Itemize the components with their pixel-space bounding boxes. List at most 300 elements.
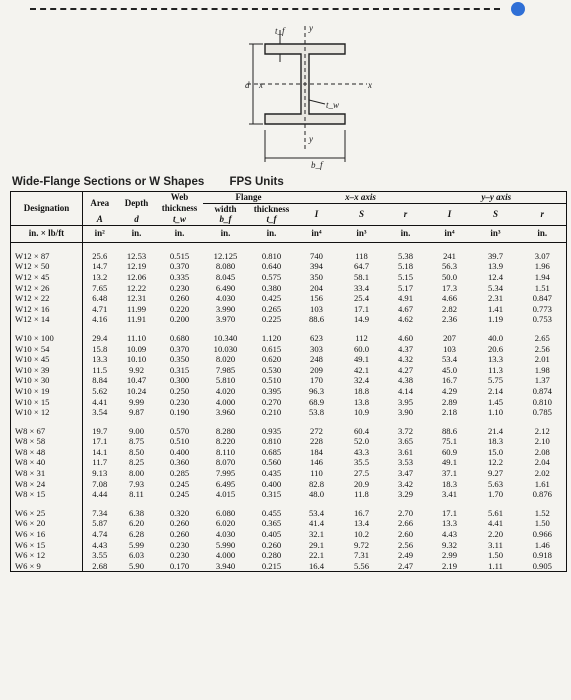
yy-I-header: I: [447, 208, 452, 219]
value-cell: 48.0: [308, 489, 325, 500]
value-cell: 0.435: [261, 468, 282, 479]
value-cell: 4.27: [397, 364, 414, 375]
value-cell: 3.61: [397, 446, 414, 457]
table-row: [11, 272, 567, 283]
table-row: [11, 261, 567, 272]
value-cell: 228: [310, 436, 323, 447]
value-cell: 0.350: [169, 354, 190, 365]
value-cell: 0.260: [169, 293, 190, 304]
value-cell: 2.56: [397, 539, 414, 550]
top-dashed-rule: [30, 8, 500, 10]
value-cell: 2.65: [534, 332, 550, 343]
area-symbol: A: [96, 214, 103, 225]
value-cell: 740: [310, 250, 323, 261]
section-properties-table: [10, 191, 567, 572]
value-cell: 16.7: [353, 507, 370, 518]
value-cell: 35.5: [353, 457, 370, 468]
value-cell: 5.15: [397, 271, 414, 282]
table-row: [11, 365, 567, 376]
web-header: Web: [170, 192, 189, 203]
value-cell: 0.425: [261, 293, 282, 304]
value-cell: 2.14: [487, 385, 504, 396]
unit-flange-width: in.: [203, 225, 249, 242]
value-cell: 12.125: [213, 250, 238, 261]
table-body: [11, 242, 567, 572]
value-cell: 3.970: [215, 314, 236, 325]
designation-cell: W8 × 58: [11, 436, 83, 447]
value-cell: 11.5: [92, 364, 108, 375]
value-cell: 25.4: [353, 293, 370, 304]
value-cell: 5.87: [92, 518, 108, 529]
value-cell: 88.6: [308, 314, 325, 325]
value-cell: 0.315: [261, 489, 282, 500]
flange-thickness-header: thickness: [253, 203, 290, 214]
unit-depth: in.: [117, 225, 157, 242]
value-cell: 4.38: [397, 375, 414, 386]
value-cell: 12.22: [126, 282, 147, 293]
value-cell: 0.315: [169, 364, 190, 375]
value-cell: 29.4: [92, 332, 108, 343]
value-cell: 12.4: [487, 271, 504, 282]
value-cell: 394: [310, 261, 323, 272]
unit-yy-S: in³: [473, 225, 519, 242]
value-cell: 623: [310, 332, 323, 343]
value-cell: 8.84: [92, 375, 108, 386]
value-cell: 4.015: [215, 489, 236, 500]
value-cell: 0.370: [169, 261, 190, 272]
value-cell: 18.8: [353, 385, 370, 396]
designation-cell: W12 × 26: [11, 283, 83, 294]
value-cell: 4.16: [92, 314, 108, 325]
value-cell: 56.3: [441, 261, 458, 272]
value-cell: 37.1: [441, 468, 458, 479]
value-cell: 15.8: [92, 343, 108, 354]
value-cell: 49.1: [441, 457, 458, 468]
value-cell: 0.370: [169, 343, 190, 354]
value-cell: 12.53: [126, 250, 147, 261]
tf-label: t_f: [275, 26, 285, 36]
designation-cell: W6 × 16: [11, 529, 83, 540]
value-cell: 2.04: [534, 457, 550, 468]
value-cell: 3.940: [215, 560, 236, 571]
value-cell: 14.9: [353, 314, 370, 325]
value-cell: 2.49: [397, 550, 414, 561]
depth-header: Depth: [124, 197, 149, 208]
value-cell: 4.000: [215, 550, 236, 561]
value-cell: 0.210: [261, 407, 282, 418]
value-cell: 0.365: [261, 518, 282, 529]
value-cell: 110: [310, 468, 323, 479]
value-cell: 4.37: [397, 343, 414, 354]
table-row: [11, 529, 567, 540]
value-cell: 1.50: [487, 550, 504, 561]
unit-flange-thickness: in.: [249, 225, 295, 242]
value-cell: 1.37: [534, 375, 550, 386]
value-cell: 1.61: [534, 478, 550, 489]
title-units: FPS Units: [229, 176, 284, 188]
value-cell: 60.4: [353, 425, 370, 436]
value-cell: 1.52: [534, 507, 550, 518]
unit-xx-S: in³: [339, 225, 385, 242]
value-cell: 5.61: [487, 507, 504, 518]
value-cell: 5.810: [215, 375, 236, 386]
unit-web: in.: [157, 225, 203, 242]
table-row: [11, 386, 567, 397]
table-row: [11, 447, 567, 458]
value-cell: 5.18: [397, 261, 414, 272]
value-cell: 9.00: [128, 425, 145, 436]
value-cell: 4.62: [397, 314, 414, 325]
value-cell: 0.680: [169, 332, 190, 343]
section-table-wrapper: [10, 191, 566, 572]
value-cell: 53.8: [308, 407, 325, 418]
value-cell: 0.510: [261, 375, 282, 386]
value-cell: 3.990: [215, 303, 236, 314]
value-cell: 6.490: [215, 282, 236, 293]
group-spacer: [11, 418, 567, 426]
value-cell: 4.41: [92, 396, 108, 407]
yy-S-header: S: [493, 208, 499, 219]
table-row: [11, 333, 567, 344]
value-cell: 13.2: [92, 271, 108, 282]
value-cell: 3.54: [92, 407, 108, 418]
value-cell: 10.09: [126, 343, 147, 354]
value-cell: 3.41: [441, 489, 458, 500]
designation-cell: W10 × 19: [11, 386, 83, 397]
designation-cell: W10 × 100: [11, 333, 83, 344]
value-cell: 8.110: [215, 446, 236, 457]
value-cell: 40.0: [487, 332, 504, 343]
y-bottom-label: y: [309, 134, 313, 144]
w-shape-figure: [225, 22, 385, 172]
value-cell: 0.270: [261, 396, 282, 407]
value-cell: 4.60: [397, 332, 414, 343]
value-cell: 2.12: [534, 425, 550, 436]
table-row: [11, 314, 567, 325]
value-cell: 0.530: [261, 364, 282, 375]
value-cell: 0.560: [261, 457, 282, 468]
value-cell: 2.66: [397, 518, 414, 529]
value-cell: 5.34: [487, 282, 504, 293]
value-cell: 0.360: [169, 457, 190, 468]
value-cell: 1.45: [487, 396, 504, 407]
designation-cell: W8 × 15: [11, 489, 83, 500]
value-cell: 3.960: [215, 407, 236, 418]
value-cell: 0.215: [261, 560, 282, 571]
designation-cell: W8 × 40: [11, 457, 83, 468]
flange-thickness-symbol: t_f: [266, 214, 277, 225]
value-cell: 8.070: [215, 457, 236, 468]
value-cell: 5.62: [92, 385, 108, 396]
value-cell: 207: [443, 332, 456, 343]
value-cell: 5.99: [128, 539, 145, 550]
value-cell: 12.19: [126, 261, 147, 272]
designation-cell: W12 × 45: [11, 272, 83, 283]
value-cell: 4.32: [397, 354, 414, 365]
designation-cell: W12 × 22: [11, 293, 83, 304]
value-cell: 4.91: [397, 293, 414, 304]
value-cell: 1.19: [487, 314, 504, 325]
value-cell: 4.030: [215, 293, 236, 304]
designation-cell: W10 × 15: [11, 397, 83, 408]
value-cell: 103: [310, 303, 323, 314]
value-cell: 25.6: [92, 250, 108, 261]
value-cell: 18.3: [441, 478, 458, 489]
designation-cell: W6 × 25: [11, 508, 83, 519]
table-row: [11, 457, 567, 468]
unit-xx-r: in.: [385, 225, 427, 242]
designation-cell: W8 × 67: [11, 426, 83, 437]
value-cell: 64.7: [353, 261, 370, 272]
value-cell: 9.99: [128, 396, 145, 407]
value-cell: 43.3: [353, 446, 370, 457]
value-cell: 3.29: [397, 489, 414, 500]
value-cell: 0.918: [532, 550, 552, 561]
table-row: [11, 354, 567, 365]
value-cell: 11.8: [354, 489, 369, 500]
value-cell: 6.495: [215, 478, 236, 489]
value-cell: 17.1: [441, 507, 458, 518]
value-cell: 3.95: [397, 396, 414, 407]
value-cell: 0.260: [169, 529, 190, 540]
value-cell: 11.3: [488, 364, 503, 375]
value-cell: 3.47: [397, 468, 414, 479]
value-cell: 241: [443, 250, 456, 261]
value-cell: 8.220: [215, 436, 236, 447]
value-cell: 7.985: [215, 364, 236, 375]
value-cell: 10.2: [353, 529, 370, 540]
value-cell: 2.56: [534, 343, 550, 354]
value-cell: 10.340: [213, 332, 238, 343]
value-cell: 29.1: [308, 539, 325, 550]
value-cell: 0.773: [532, 303, 552, 314]
value-cell: 350: [310, 271, 323, 282]
table-row: [11, 344, 567, 355]
value-cell: 7.31: [353, 550, 370, 561]
value-cell: 5.990: [215, 539, 236, 550]
value-cell: 2.02: [534, 468, 550, 479]
value-cell: 9.27: [487, 468, 504, 479]
value-cell: 10.9: [353, 407, 370, 418]
value-cell: 7.08: [92, 478, 108, 489]
flange-width-symbol: b_f: [219, 214, 232, 225]
value-cell: 0.455: [261, 507, 282, 518]
value-cell: 82.8: [308, 478, 325, 489]
value-cell: 3.11: [488, 539, 503, 550]
value-cell: 33.4: [353, 282, 370, 293]
value-cell: 0.810: [261, 250, 282, 261]
value-cell: 7.65: [92, 282, 108, 293]
value-cell: 0.905: [532, 560, 552, 571]
xx-I-header: I: [314, 208, 319, 219]
value-cell: 12.06: [126, 271, 147, 282]
value-cell: 0.230: [169, 282, 190, 293]
value-cell: 0.280: [261, 550, 282, 561]
value-cell: 2.08: [534, 446, 550, 457]
value-cell: 1.11: [488, 560, 503, 571]
designation-cell: W6 × 20: [11, 518, 83, 529]
value-cell: 0.575: [261, 271, 282, 282]
value-cell: 4.020: [215, 385, 236, 396]
value-cell: 1.98: [534, 364, 550, 375]
d-label: d: [245, 80, 250, 90]
yy-axis-header: y–y axis: [427, 192, 567, 204]
value-cell: 15.0: [487, 446, 504, 457]
value-cell: 4.67: [397, 303, 414, 314]
value-cell: 0.230: [169, 550, 190, 561]
value-cell: 4.43: [92, 539, 108, 550]
value-cell: 0.515: [169, 250, 190, 261]
value-cell: 10.10: [126, 354, 147, 365]
unit-yy-I: in⁴: [427, 225, 473, 242]
unit-yy-r: in.: [519, 225, 567, 242]
value-cell: 1.41: [487, 303, 504, 314]
value-cell: 2.20: [487, 529, 504, 540]
designation-header: Designation: [11, 192, 83, 226]
value-cell: 49.1: [353, 354, 370, 365]
value-cell: 32.1: [308, 529, 325, 540]
designation-cell: W10 × 45: [11, 354, 83, 365]
value-cell: 0.570: [169, 425, 190, 436]
value-cell: 4.000: [215, 396, 236, 407]
value-cell: 9.92: [128, 364, 145, 375]
table-row: [11, 283, 567, 294]
unit-area: in²: [83, 225, 117, 242]
value-cell: 0.245: [169, 478, 190, 489]
value-cell: 1.120: [261, 332, 282, 343]
value-cell: 2.89: [441, 396, 458, 407]
value-cell: 6.20: [128, 518, 145, 529]
table-row: [11, 508, 567, 519]
table-row: [11, 489, 567, 500]
value-cell: 4.41: [487, 518, 504, 529]
value-cell: 8.75: [128, 436, 145, 447]
group-spacer: [11, 500, 567, 508]
value-cell: 60.9: [441, 446, 458, 457]
value-cell: 5.17: [397, 282, 414, 293]
value-cell: 17.1: [353, 303, 370, 314]
value-cell: 8.25: [128, 457, 145, 468]
value-cell: 0.810: [532, 396, 552, 407]
value-cell: 0.405: [261, 529, 282, 540]
designation-cell: W10 × 30: [11, 375, 83, 386]
designation-cell: W12 × 14: [11, 314, 83, 325]
table-row: [11, 397, 567, 408]
table-row: [11, 518, 567, 529]
unit-xx-I: in⁴: [295, 225, 339, 242]
value-cell: 13.9: [487, 261, 504, 272]
value-cell: 0.640: [261, 261, 282, 272]
web-symbol: t_w: [172, 214, 186, 225]
blue-dot-marker: [511, 2, 525, 16]
value-cell: 0.400: [261, 478, 282, 489]
designation-cell: W10 × 39: [11, 365, 83, 376]
value-cell: 303: [310, 343, 323, 354]
value-cell: 112: [355, 332, 368, 343]
value-cell: 22.1: [308, 550, 325, 561]
value-cell: 16.7: [441, 375, 458, 386]
value-cell: 5.75: [487, 375, 504, 386]
designation-cell: W10 × 54: [11, 344, 83, 355]
unit-designation: in. × lb/ft: [11, 225, 83, 242]
value-cell: 96.3: [308, 385, 325, 396]
group-spacer: [11, 242, 567, 251]
value-cell: 2.82: [441, 303, 458, 314]
value-cell: 32.4: [353, 375, 370, 386]
y-top-label: y: [309, 23, 313, 33]
value-cell: 7.34: [92, 507, 108, 518]
value-cell: 8.020: [215, 354, 236, 365]
value-cell: 11.99: [126, 303, 147, 314]
designation-cell: W6 × 9: [11, 561, 83, 572]
value-cell: 13.3: [441, 518, 458, 529]
value-cell: 1.46: [534, 539, 550, 550]
value-cell: 17.3: [441, 282, 458, 293]
value-cell: 4.66: [441, 293, 458, 304]
table-row: [11, 304, 567, 315]
designation-cell: W8 × 31: [11, 468, 83, 479]
value-cell: 39.7: [487, 250, 504, 261]
value-cell: 41.4: [308, 518, 325, 529]
table-row: [11, 540, 567, 551]
designation-cell: W12 × 50: [11, 261, 83, 272]
value-cell: 9.87: [128, 407, 145, 418]
value-cell: 4.29: [441, 385, 458, 396]
designation-cell: W6 × 15: [11, 540, 83, 551]
designation-cell: W12 × 16: [11, 304, 83, 315]
area-header: Area: [90, 197, 110, 208]
value-cell: 0.395: [261, 385, 282, 396]
value-cell: 2.70: [397, 507, 414, 518]
value-cell: 8.080: [215, 261, 236, 272]
value-cell: 2.01: [534, 354, 550, 365]
table-row: [11, 479, 567, 490]
value-cell: 16.4: [308, 560, 325, 571]
value-cell: 146: [310, 457, 323, 468]
value-cell: 52.0: [353, 436, 370, 447]
value-cell: 3.53: [397, 457, 414, 468]
value-cell: 0.335: [169, 271, 190, 282]
value-cell: 58.1: [353, 271, 370, 282]
table-row: [11, 407, 567, 418]
value-cell: 42.1: [353, 364, 370, 375]
value-cell: 13.3: [92, 354, 108, 365]
title-main: Wide-Flange Sections or W Shapes: [12, 176, 205, 188]
value-cell: 4.74: [92, 529, 108, 540]
table-row: [11, 561, 567, 572]
value-cell: 0.615: [261, 343, 282, 354]
value-cell: 14.7: [92, 261, 108, 272]
value-cell: 156: [310, 293, 323, 304]
table-row: [11, 468, 567, 479]
value-cell: 6.48: [92, 293, 108, 304]
value-cell: 5.56: [353, 560, 370, 571]
value-cell: 0.300: [169, 375, 190, 386]
value-cell: 3.42: [397, 478, 414, 489]
value-cell: 0.285: [169, 468, 190, 479]
yy-r-header: r: [540, 208, 545, 219]
value-cell: 118: [355, 250, 368, 261]
value-cell: 0.810: [261, 436, 282, 447]
value-cell: 0.753: [532, 314, 552, 325]
value-cell: 10.030: [213, 343, 238, 354]
x-left-label: x: [259, 80, 263, 90]
value-cell: 0.380: [261, 282, 282, 293]
value-cell: 0.620: [261, 354, 282, 365]
value-cell: 21.4: [487, 425, 504, 436]
value-cell: 3.72: [397, 425, 414, 436]
value-cell: 53.4: [441, 354, 458, 365]
